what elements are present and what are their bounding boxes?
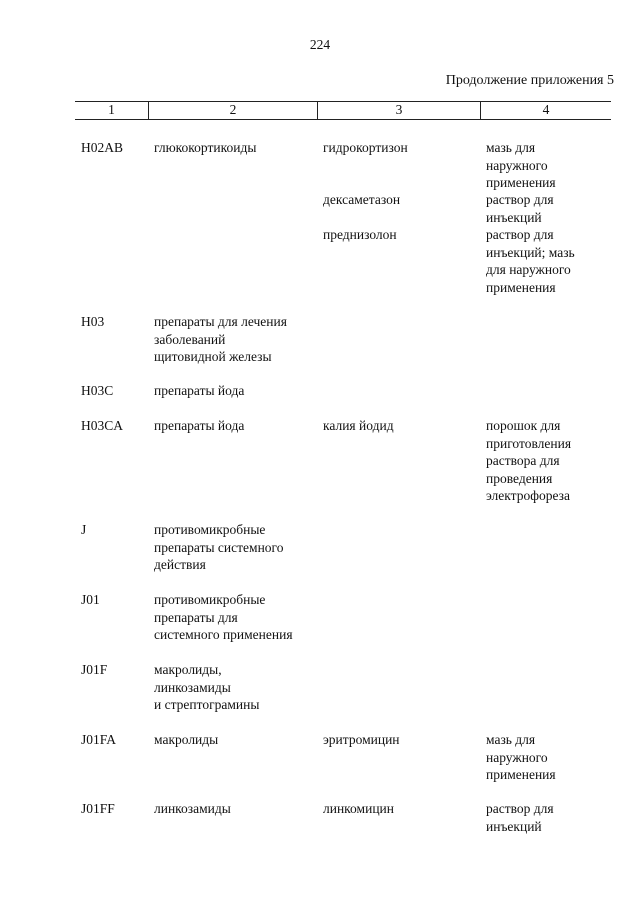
atc-code: H03CA bbox=[81, 418, 124, 433]
atc-code: J01 bbox=[81, 592, 100, 607]
group-name: макролиды bbox=[154, 732, 219, 747]
header-bottom-border bbox=[75, 119, 611, 120]
drug-name: дексаметазон bbox=[323, 192, 401, 207]
group-name: противомикробные препараты для системного применения bbox=[154, 592, 293, 642]
group-name: препараты йода bbox=[154, 383, 245, 398]
dosage-form: порошок для приготовления раствора для проведения электрофореза bbox=[486, 418, 572, 503]
atc-code: H03C bbox=[81, 383, 114, 398]
group-name: макролиды, линкозамиды и стрептограмины bbox=[154, 662, 260, 712]
dosage-form: мазь для наружного применения bbox=[486, 140, 556, 190]
drug-name: гидрокортизон bbox=[323, 140, 408, 155]
group-name: препараты йода bbox=[154, 418, 245, 433]
group-name: глюкокортикоиды bbox=[154, 140, 257, 155]
atc-code: J01FF bbox=[81, 801, 115, 816]
dosage-form: раствор для инъекций bbox=[486, 192, 554, 225]
drug-name: преднизолон bbox=[323, 227, 397, 242]
drug-name: калия йодид bbox=[323, 418, 394, 433]
group-name: препараты для лечения заболеваний щитовидной железы bbox=[154, 314, 287, 364]
group-name: противомикробные препараты системного действия bbox=[154, 522, 284, 572]
page-number: 224 bbox=[309, 37, 331, 52]
atc-code: H02AB bbox=[81, 140, 124, 155]
column-header-4: 4 bbox=[542, 102, 550, 117]
drug-name: эритромицин bbox=[323, 732, 400, 747]
atc-code: J01F bbox=[81, 662, 108, 677]
continuation-title: Продолжение приложения 5 bbox=[445, 73, 614, 88]
table-header bbox=[75, 101, 611, 119]
column-header-1: 1 bbox=[108, 102, 115, 117]
dosage-form: раствор для инъекций bbox=[486, 801, 554, 834]
atc-code: J bbox=[81, 522, 87, 537]
dosage-form: мазь для наружного применения bbox=[486, 732, 556, 782]
atc-code: H03 bbox=[81, 314, 105, 329]
column-header-3: 3 bbox=[395, 102, 403, 117]
drug-name: линкомицин bbox=[323, 801, 394, 816]
atc-code: J01FA bbox=[81, 732, 117, 747]
column-header-2: 2 bbox=[229, 102, 237, 117]
group-name: линкозамиды bbox=[154, 801, 231, 816]
dosage-form: раствор для инъекций; мазь для наружного применения bbox=[486, 227, 575, 295]
